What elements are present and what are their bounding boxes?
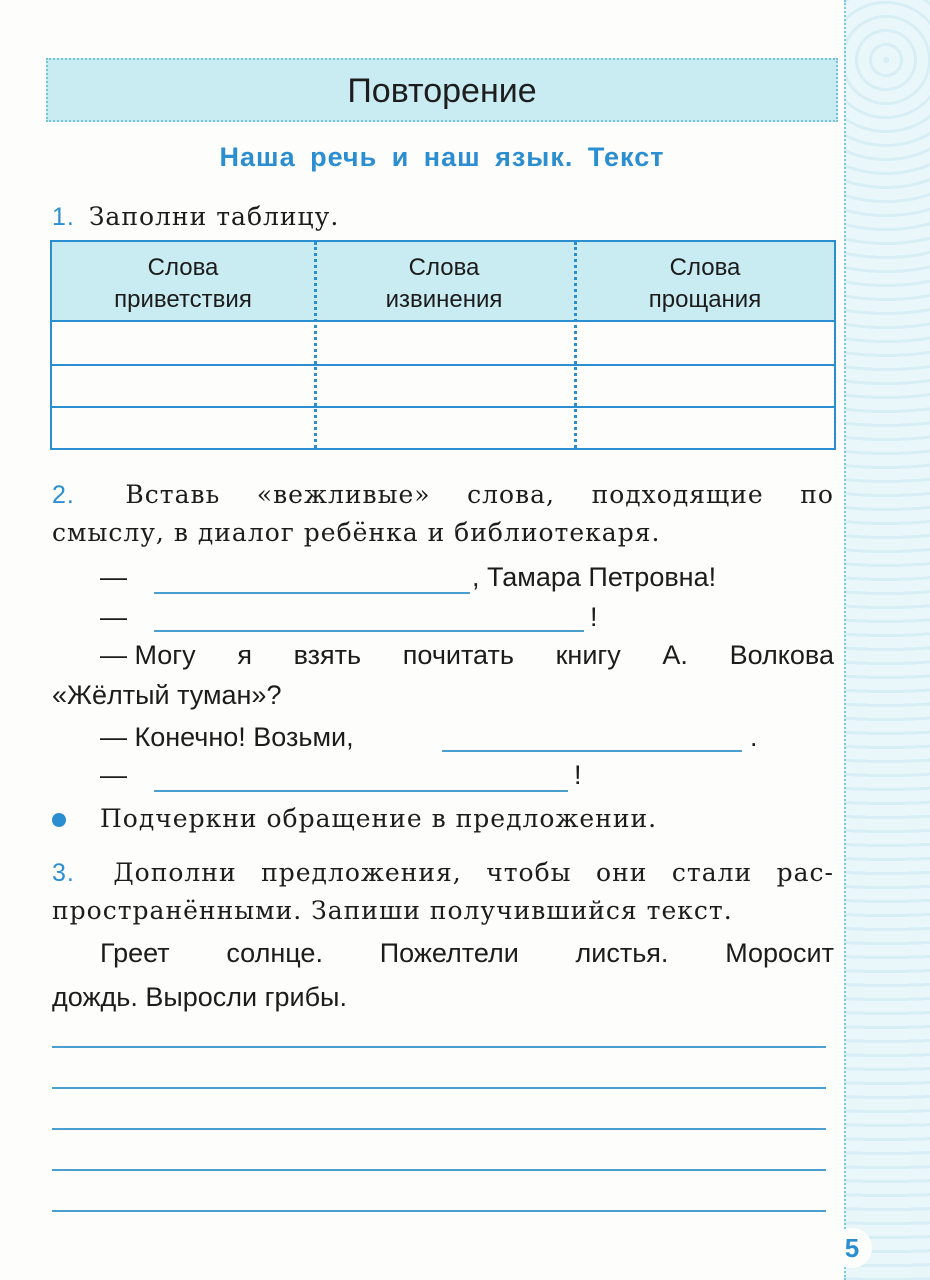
table-cell-greeting-2[interactable] bbox=[52, 366, 314, 404]
dialog-line2-end: ! bbox=[590, 602, 598, 632]
writing-line-3[interactable] bbox=[52, 1128, 826, 1130]
dialog-blank-4[interactable] bbox=[154, 790, 568, 792]
task3-text-line2: дождь. Выросли грибы. bbox=[52, 982, 347, 1012]
task3-instruction-line1: 3. Дополни предложения, чтобы они стали рас- bbox=[52, 858, 834, 887]
task1-text: Заполни таблицу. bbox=[88, 202, 340, 231]
dialog-blank-3[interactable] bbox=[442, 750, 742, 752]
dialog-dash: — bbox=[100, 602, 127, 632]
table-cell-apology-2[interactable] bbox=[317, 366, 574, 404]
dialog-line4-end: . bbox=[750, 722, 758, 752]
decorative-margin bbox=[844, 0, 930, 1280]
table-header-apology: Слова извинения bbox=[385, 254, 503, 313]
table-header-farewell: Слова прощания bbox=[648, 254, 762, 313]
task2-instruction-line1: 2. Вставь «вежливые» слова, подходящие по bbox=[52, 480, 834, 509]
table-cell-greeting-3[interactable] bbox=[52, 408, 314, 446]
greetings-table bbox=[50, 240, 836, 450]
dialog-dash: — bbox=[100, 562, 127, 592]
table-cell-apology-3[interactable] bbox=[317, 408, 574, 446]
task3-number: 3. bbox=[52, 859, 75, 887]
table-cell-farewell-3[interactable] bbox=[577, 408, 836, 446]
dialog-line4-start: — Конечно! Возьми, bbox=[100, 722, 354, 752]
writing-line-4[interactable] bbox=[52, 1169, 826, 1171]
writing-line-1[interactable] bbox=[52, 1046, 826, 1048]
writing-line-5[interactable] bbox=[52, 1210, 826, 1212]
task2-number: 2. bbox=[52, 481, 75, 509]
task3-text-line1: Греет солнце. Пожелтели листья. Моросит bbox=[100, 938, 834, 968]
table-cell-greeting-1[interactable] bbox=[52, 324, 314, 362]
table-cell-farewell-1[interactable] bbox=[577, 324, 836, 362]
dialog-blank-2[interactable] bbox=[154, 630, 584, 632]
writing-line-2[interactable] bbox=[52, 1087, 826, 1089]
dialog-line3-cont: «Жёлтый туман»? bbox=[52, 680, 282, 710]
header-band bbox=[46, 58, 838, 122]
task1-instruction bbox=[52, 202, 339, 232]
task1-number: 1. bbox=[52, 203, 75, 231]
task2-sub-instruction: Подчеркни обращение в предложении. bbox=[100, 804, 658, 833]
bullet-icon bbox=[52, 813, 66, 827]
task2-instruction-line2: смыслу, в диалог ребёнка и библиотекаря. bbox=[52, 518, 661, 547]
table-header-greeting: Слова приветствия bbox=[114, 254, 252, 313]
page-number: 5 bbox=[832, 1228, 872, 1268]
dialog-dash: — bbox=[100, 760, 127, 790]
task3-instruction-line2: пространёнными. Запиши получившийся текст. bbox=[52, 896, 733, 925]
dialog-line1-end: , Тамара Петровна! bbox=[472, 562, 717, 592]
table-cell-farewell-2[interactable] bbox=[577, 366, 836, 404]
dialog-blank-1[interactable] bbox=[154, 592, 470, 594]
section-title: Наша речь и наш язык. Текст bbox=[219, 142, 665, 172]
dialog-line3: — Могу я взять почитать книгу А. Волкова bbox=[100, 640, 834, 670]
dialog-line5-end: ! bbox=[574, 760, 582, 790]
page-title: Повторение bbox=[347, 72, 537, 110]
table-cell-apology-1[interactable] bbox=[317, 324, 574, 362]
